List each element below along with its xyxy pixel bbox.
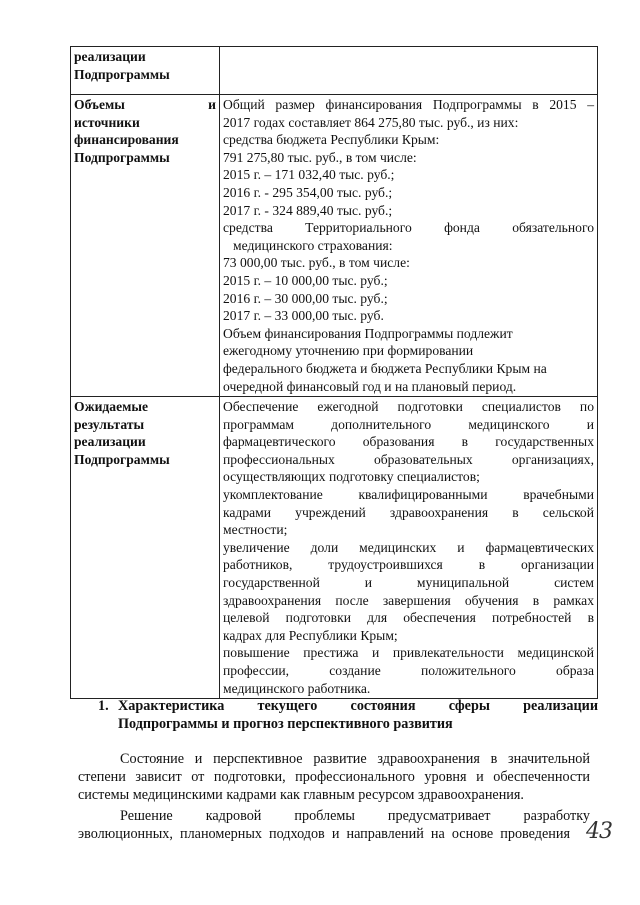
text-line: кадрами учреждений здравоохранения в сельской [223, 504, 594, 520]
label-line: Подпрограммы [74, 66, 170, 82]
text-line: 73 000,00 тыс. руб., в том числе: [223, 255, 410, 271]
label-line: финансирования [74, 132, 179, 148]
text-line: здравоохранения после завершения обучения в рамках [223, 592, 594, 608]
table-row [71, 397, 598, 699]
financing-text [220, 95, 598, 397]
body-paragraph [78, 751, 590, 804]
label-line: Подпрограммы [74, 149, 170, 165]
label-line: источники [74, 114, 140, 130]
text-line: работников, трудоустроившихся в организации [223, 557, 594, 573]
text-line: программам дополнительного медицинского и [223, 416, 594, 432]
section-heading [98, 697, 598, 733]
text-line: средства Территориального фонда обязательного [223, 220, 594, 236]
text-line: осуществляющих подготовку специалистов; [223, 469, 480, 485]
section-number: 1. [98, 698, 109, 714]
paragraph-line: Состояние и перспективное развитие здравоохранения в значительной [120, 751, 590, 767]
row-label [71, 95, 220, 397]
text-line: очередной финансовый год и на плановый период. [223, 378, 517, 394]
text-line: 2017 г. – 33 000,00 тыс. руб. [223, 308, 384, 324]
text-line: федерального бюджета и бюджета Республики Крым на [223, 360, 547, 376]
text-line: местности; [223, 522, 288, 538]
label-line: реализации [74, 49, 146, 64]
text-line: Объем финансирования Подпрограммы подлежит [223, 325, 513, 341]
text-line: увеличение доли медицинских и фармацевтических [223, 539, 594, 555]
label-line: результаты [74, 416, 145, 432]
text-line: укомплектование квалифицированными врачебными [223, 487, 594, 503]
paragraph-line: системы медицинскими кадрами как главным ресурсом здравоохранения. [78, 786, 524, 803]
label-line: Объемы и [74, 97, 216, 112]
text-line: 2016 г. – 30 000,00 тыс. руб.; [223, 290, 388, 306]
row-label [71, 397, 220, 699]
paragraph-line: степени зависит от подготовки, профессионального уровня и обеспеченности [78, 768, 590, 785]
table-row [71, 47, 598, 95]
text-line: целевой подготовки для обеспечения потребностей в [223, 610, 594, 626]
expected-results-text [220, 397, 598, 699]
text-line: 2015 г. – 10 000,00 тыс. руб.; [223, 272, 388, 288]
handwritten-page-number: 43 [586, 819, 612, 844]
text-line: 2017 г. - 324 889,40 тыс. руб.; [223, 202, 393, 218]
label-line: Ожидаемые [74, 399, 149, 415]
text-line: 2016 г. - 295 354,00 тыс. руб.; [223, 184, 393, 200]
paragraph-line: Решение кадровой проблемы предусматривает разработку [120, 808, 590, 824]
text-line: фармацевтического образования в государственных [223, 434, 594, 450]
label-line: реализации [74, 434, 146, 450]
row-label [71, 47, 220, 95]
row-value [220, 47, 598, 95]
text-line: медицинского работника. [223, 680, 371, 696]
subprogram-passport-table [70, 46, 598, 699]
label-line: Подпрограммы [74, 451, 170, 467]
body-paragraph [78, 808, 590, 844]
text-line: 2015 г. – 171 032,40 тыс. руб.; [223, 167, 395, 183]
text-line: средства бюджета Республики Крым: [223, 132, 440, 148]
text-line: кадрах для Республики Крым; [223, 627, 398, 643]
section-title-line: Подпрограммы и прогноз перспективного развития [118, 716, 453, 732]
text-line: Обеспечение ежегодной подготовки специалистов по [223, 399, 594, 415]
text-line: 791 275,80 тыс. руб., в том числе: [223, 149, 417, 165]
text-line: повышение престижа и привлекательности медицинской [223, 645, 594, 661]
text-line: профессиональных образовательных организациях, [223, 451, 594, 467]
table-row [71, 95, 598, 397]
text-line: Общий размер финансирования Подпрограммы в 2015 – [223, 97, 594, 112]
text-line: профессии, создание положительного образа [223, 663, 594, 678]
text-line: ежегодному уточнению при формировании [223, 343, 474, 359]
paragraph-line: эволюционных, планомерных подходов и направлений на основе проведения [78, 825, 570, 842]
text-line: медицинского страхования: [233, 237, 393, 253]
text-line: 2017 годах составляет 864 275,80 тыс. руб., из них: [223, 114, 519, 130]
section-title-line: Характеристика текущего состояния сферы реализации [118, 698, 598, 714]
text-line: государственной и муниципальной систем [223, 575, 594, 591]
